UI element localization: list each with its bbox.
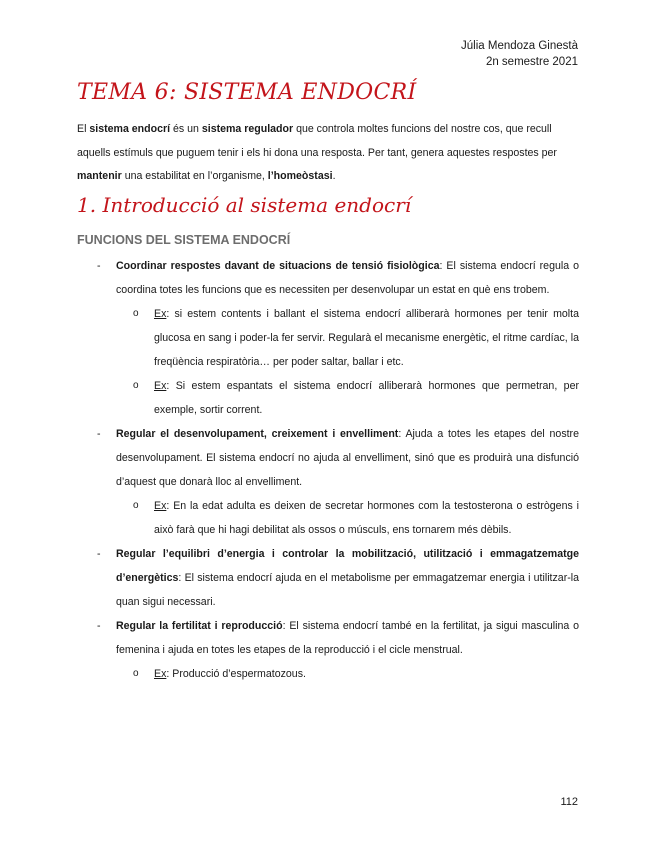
author-name: Júlia Mendoza Ginestà <box>461 40 578 52</box>
example-text: : si estem contents i ballant el sistema endocrí alliberarà hormones per tenir molta glucosa en sang i poder-la fer servir. Regularà el mecanisme energètic, el ritme cardíac, la freqüència respiratòria… per poder saltar, ballar i etc. <box>154 308 579 368</box>
example-label: Ex <box>154 668 167 680</box>
page-title: TEMA 6: SISTEMA ENDOCRÍ <box>77 80 417 105</box>
item-heading: Regular l’equilibri d’energia i controlar la mobilització, utilització i emmagatzematge d’energètics <box>116 548 579 584</box>
dash-bullet: - <box>97 548 101 560</box>
page-header <box>461 38 578 70</box>
semester-label: 2n semestre 2021 <box>485 56 578 68</box>
list-item <box>77 422 579 494</box>
dash-bullet: - <box>97 428 101 440</box>
item-text: : Ajuda a totes les etapes del nostre desenvolupament. El sistema endocrí no ajuda al envelliment, sinó que es produirà una disfunció d’aquest que donarà lloc al envelliment. <box>116 428 579 488</box>
sub-list-item <box>77 374 579 422</box>
list-item <box>77 614 579 662</box>
functions-list <box>77 254 579 686</box>
example-label: Ex <box>154 500 167 512</box>
sub-list-item <box>77 494 579 542</box>
list-item <box>77 542 579 614</box>
circle-bullet: o <box>133 380 139 391</box>
example-label: Ex <box>154 380 167 392</box>
page-number: 112 <box>560 796 578 808</box>
item-heading: Regular la fertilitat i reproducció <box>116 620 283 632</box>
item-text: : El sistema endocrí també en la fertilitat, ja sigui masculina o femenina i ajuda en totes les etapes de la reproducció i el cicle menstrual. <box>116 620 579 656</box>
sub-list-item <box>77 302 579 374</box>
example-label: Ex <box>154 308 167 320</box>
circle-bullet: o <box>133 500 139 511</box>
intro-paragraph: El sistema endocrí és un sistema regulador que controla moltes funcions del nostre cos, que recull aquells estímuls que puguem tenir i els hi dona una resposta. Per tant, genera aquestes respostes per mantenir una estabilitat en l’organisme, l’homeòstasi. <box>77 123 557 182</box>
list-item <box>77 254 579 302</box>
example-text: : En la edat adulta es deixen de secretar hormones com la testosterona o estrògens i això farà que hi hagi debilitat als ossos o músculs, ens tornarem més dèbils. <box>154 500 579 536</box>
dash-bullet: - <box>97 260 101 272</box>
item-text: : El sistema endocrí regula o coordina totes les funcions que es necessiten per desenvolupar un estat en què ens trobem. <box>116 260 579 296</box>
section-subheading: FUNCIONS DEL SISTEMA ENDOCRÍ <box>77 233 291 247</box>
item-heading: Coordinar respostes davant de situacions de tensió fisiològica <box>116 260 440 272</box>
circle-bullet: o <box>133 308 139 319</box>
example-text: : Si estem espantats el sistema endocrí alliberarà hormones que permetran, per exemple, sortir corrent. <box>154 380 579 416</box>
dash-bullet: - <box>97 620 101 632</box>
example-text: : Producció d’espermatozous. <box>166 668 306 680</box>
section-heading: 1. Introducció al sistema endocrí <box>77 193 412 217</box>
item-heading: Regular el desenvolupament, creixement i envelliment <box>116 428 399 440</box>
sub-list-item <box>77 662 579 686</box>
item-text: : El sistema endocrí ajuda en el metabolisme per emmagatzemar energia i utilitzar-la quan sigui necessari. <box>116 572 579 608</box>
circle-bullet: o <box>133 668 139 679</box>
